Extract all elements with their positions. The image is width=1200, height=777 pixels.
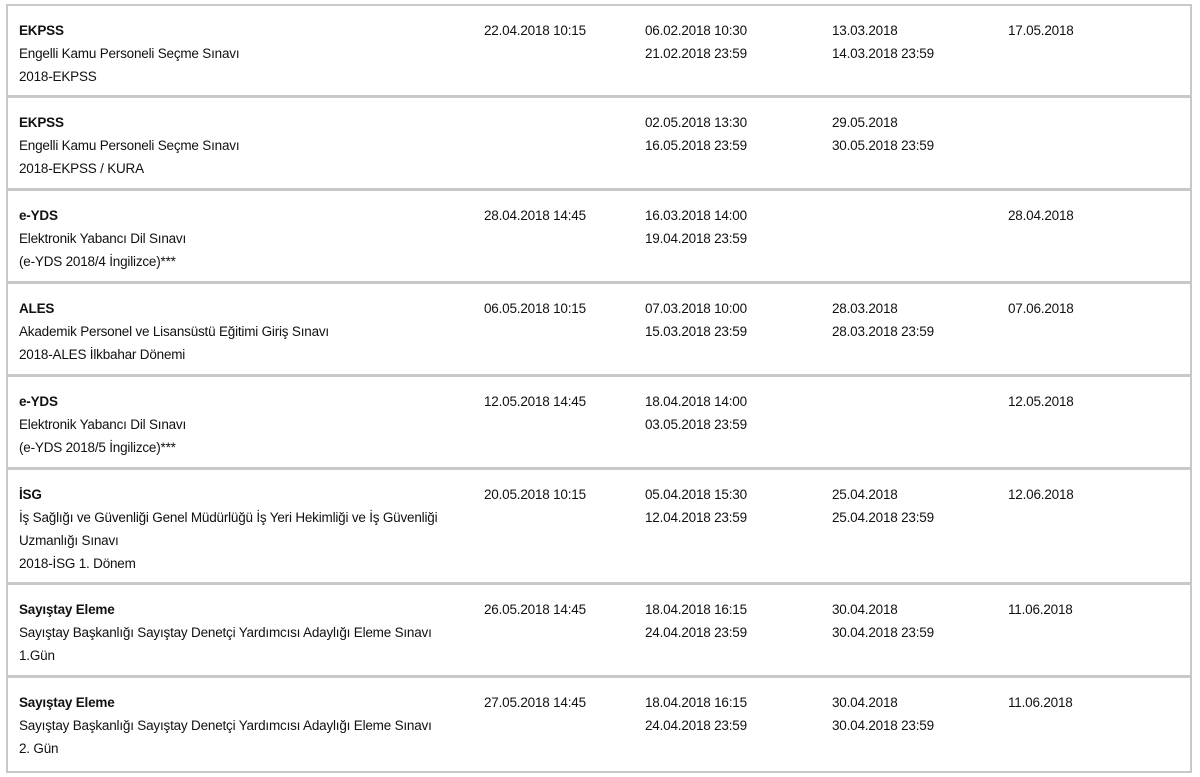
exam-term: 2. Gün — [19, 741, 59, 756]
exam-code: Sayıştay Eleme — [19, 602, 115, 617]
result-date: 11.06.2018 — [1008, 695, 1073, 710]
application-end: 12.04.2018 23:59 — [645, 510, 747, 525]
application-end: 24.04.2018 23:59 — [645, 625, 747, 640]
result-date: 28.04.2018 — [1008, 208, 1074, 223]
application-start: 05.04.2018 15:30 — [645, 487, 747, 502]
exam-info-cell — [19, 598, 469, 667]
exam-term: 1.Gün — [19, 648, 55, 663]
exam-name-continued: Uzmanlığı Sınavı — [19, 533, 119, 548]
application-end: 16.05.2018 23:59 — [645, 138, 747, 153]
exam-name: İş Sağlığı ve Güvenliği Genel Müdürlüğü İş Yeri Hekimliği ve İş Güvenliği — [19, 510, 438, 525]
application-end: 15.03.2018 23:59 — [645, 324, 747, 339]
late-application-start: 13.03.2018 — [832, 23, 898, 38]
table-row — [8, 377, 1190, 470]
exam-term: 2018-İSG 1. Dönem — [19, 556, 136, 571]
exam-info-cell — [19, 297, 469, 366]
late-application-end: 30.04.2018 23:59 — [832, 625, 934, 640]
result-date: 11.06.2018 — [1008, 602, 1073, 617]
application-period — [645, 204, 747, 250]
exam-code: Sayıştay Eleme — [19, 695, 115, 710]
late-application-start: 30.04.2018 — [832, 695, 898, 710]
late-application-period — [832, 691, 934, 737]
application-end: 21.02.2018 23:59 — [645, 46, 747, 61]
exam-term: 2018-ALES İlkbahar Dönemi — [19, 347, 186, 362]
application-start: 16.03.2018 14:00 — [645, 208, 747, 223]
exam-name: Sayıştay Başkanlığı Sayıştay Denetçi Yardımcısı Adaylığı Eleme Sınavı — [19, 718, 432, 733]
late-application-end: 14.03.2018 23:59 — [832, 46, 934, 61]
application-period — [645, 19, 747, 65]
exam-term: 2018-EKPSS / KURA — [19, 161, 144, 176]
table-row — [8, 470, 1190, 585]
result-date: 12.06.2018 — [1008, 487, 1074, 502]
table-row — [8, 678, 1190, 771]
exam-info-cell — [19, 691, 469, 760]
exam-info-cell — [19, 111, 469, 180]
late-application-start: 29.05.2018 — [832, 115, 898, 130]
exam-name: Engelli Kamu Personeli Seçme Sınavı — [19, 138, 240, 153]
application-start: 02.05.2018 13:30 — [645, 115, 747, 130]
exam-term: (e-YDS 2018/4 İngilizce)*** — [19, 254, 176, 269]
late-application-end: 30.05.2018 23:59 — [832, 138, 934, 153]
application-start: 18.04.2018 16:15 — [645, 695, 747, 710]
exam-name: Elektronik Yabancı Dil Sınavı — [19, 417, 187, 432]
exam-date: 26.05.2018 14:45 — [484, 602, 586, 617]
late-application-period — [832, 483, 934, 529]
table-row — [8, 6, 1190, 98]
exam-code: EKPSS — [19, 23, 64, 38]
late-application-period — [832, 297, 934, 343]
table-row — [8, 284, 1190, 377]
application-end: 24.04.2018 23:59 — [645, 718, 747, 733]
exam-date: 22.04.2018 10:15 — [484, 23, 586, 38]
result-date: 12.05.2018 — [1008, 394, 1074, 409]
late-application-end: 30.04.2018 23:59 — [832, 718, 934, 733]
late-application-start: 30.04.2018 — [832, 602, 898, 617]
exam-date: 06.05.2018 10:15 — [484, 301, 586, 316]
exam-code: İSG — [19, 487, 42, 502]
application-start: 18.04.2018 16:15 — [645, 602, 747, 617]
exam-name: Elektronik Yabancı Dil Sınavı — [19, 231, 187, 246]
exam-info-cell — [19, 19, 469, 88]
application-start: 18.04.2018 14:00 — [645, 394, 747, 409]
exam-schedule-table — [6, 4, 1192, 773]
result-date: 17.05.2018 — [1008, 23, 1074, 38]
application-period — [645, 483, 747, 529]
table-row — [8, 98, 1190, 191]
table-row — [8, 585, 1190, 678]
application-start: 07.03.2018 10:00 — [645, 301, 747, 316]
application-end: 19.04.2018 23:59 — [645, 231, 747, 246]
late-application-end: 25.04.2018 23:59 — [832, 510, 934, 525]
late-application-period — [832, 598, 934, 644]
late-application-start: 25.04.2018 — [832, 487, 898, 502]
late-application-end: 28.03.2018 23:59 — [832, 324, 934, 339]
application-period — [645, 598, 747, 644]
exam-term: (e-YDS 2018/5 İngilizce)*** — [19, 440, 176, 455]
exam-date: 12.05.2018 14:45 — [484, 394, 586, 409]
late-application-period — [832, 111, 934, 157]
exam-name: Akademik Personel ve Lisansüstü Eğitimi Giriş Sınavı — [19, 324, 329, 339]
late-application-start: 28.03.2018 — [832, 301, 898, 316]
exam-date: 20.05.2018 10:15 — [484, 487, 586, 502]
application-start: 06.02.2018 10:30 — [645, 23, 747, 38]
exam-term: 2018-EKPSS — [19, 69, 97, 84]
exam-info-cell — [19, 204, 469, 273]
late-application-period — [832, 19, 934, 65]
result-date: 07.06.2018 — [1008, 301, 1074, 316]
table-row — [8, 191, 1190, 284]
exam-name: Sayıştay Başkanlığı Sayıştay Denetçi Yardımcısı Adaylığı Eleme Sınavı — [19, 625, 432, 640]
application-period — [645, 390, 747, 436]
exam-code: ALES — [19, 301, 55, 316]
application-period — [645, 297, 747, 343]
application-period — [645, 111, 747, 157]
exam-info-cell — [19, 390, 469, 459]
exam-code: e-YDS — [19, 208, 58, 223]
exam-name: Engelli Kamu Personeli Seçme Sınavı — [19, 46, 240, 61]
exam-date: 27.05.2018 14:45 — [484, 695, 586, 710]
exam-code: e-YDS — [19, 394, 58, 409]
exam-date: 28.04.2018 14:45 — [484, 208, 586, 223]
application-end: 03.05.2018 23:59 — [645, 417, 747, 432]
exam-info-cell — [19, 483, 469, 575]
exam-code: EKPSS — [19, 115, 64, 130]
application-period — [645, 691, 747, 737]
